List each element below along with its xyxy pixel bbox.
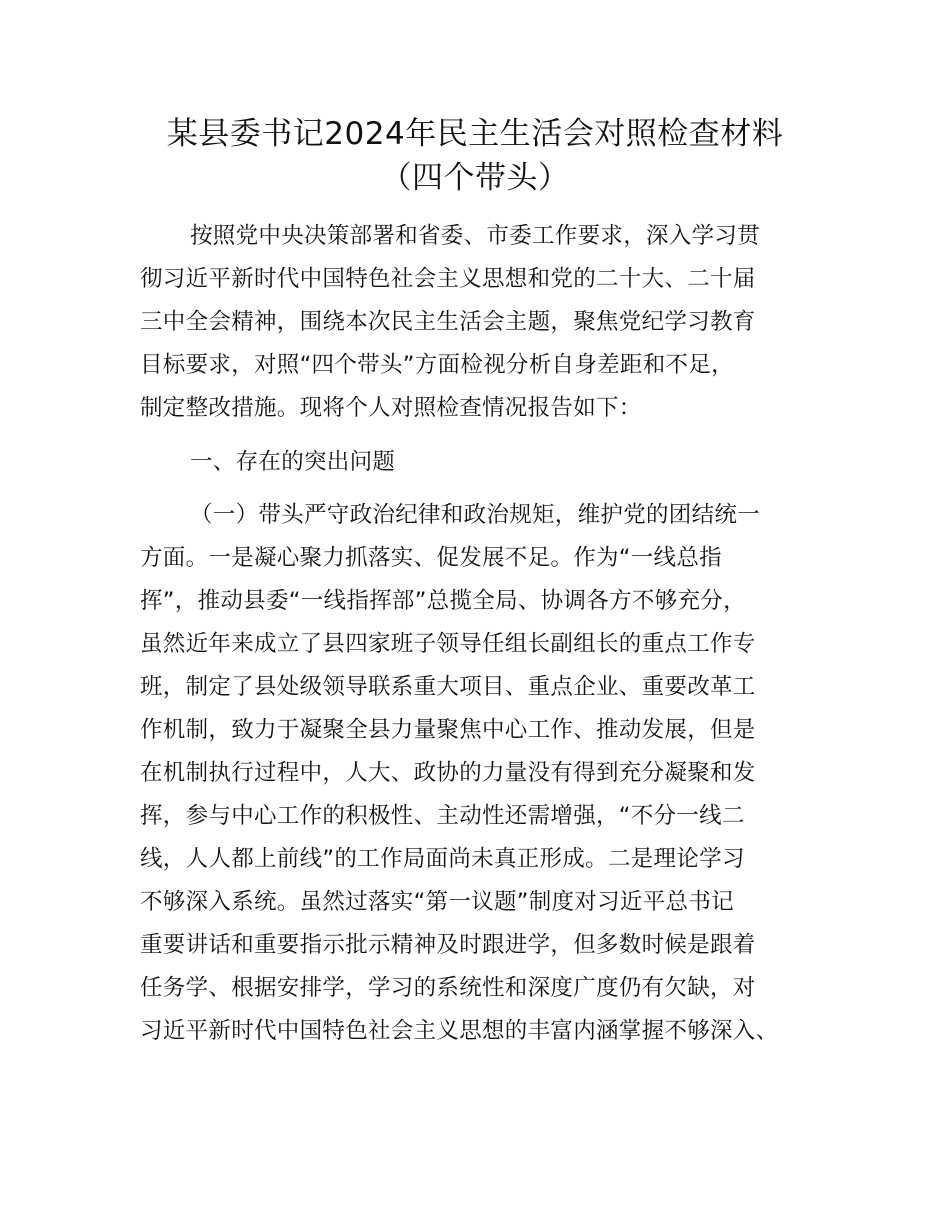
- body-paragraph-line: 虽然近年来成立了县四家班子领导任组长副组长的重点工作专: [140, 631, 756, 657]
- body-paragraph-line: 班，制定了县处级领导联系重大项目、重点企业、重要改革工: [140, 674, 756, 700]
- body-paragraph-line: 不够深入系统。虽然过落实“第一议题”制度对习近平总书记: [140, 889, 734, 915]
- section-heading: 一、存在的突出问题: [190, 449, 396, 475]
- body-paragraph-line: 挥，参与中心工作的积极性、主动性还需增强，“不分一线二: [140, 803, 745, 829]
- intro-paragraph-line: 目标要求，对照“四个带头”方面检视分析自身差距和不足，: [140, 352, 734, 378]
- body-paragraph-line: 挥”，推动县委“一线指挥部”总揽全局、协调各方不够充分，: [140, 588, 746, 614]
- intro-paragraph-line: 制定整改措施。现将个人对照检查情况报告如下：: [140, 395, 642, 421]
- intro-paragraph-line: 三中全会精神，围绕本次民主生活会主题，聚焦党纪学习教育: [140, 309, 756, 335]
- body-paragraph-line: 作机制，致力于凝聚全县力量聚焦中心工作、推动发展，但是: [140, 717, 756, 743]
- body-paragraph-line: 线，人人都上前线”的工作局面尚未真正形成。二是理论学习: [140, 846, 745, 872]
- document-title: 某县委书记2024年民主生活会对照检查材料: [166, 116, 784, 152]
- body-paragraph-line: 重要讲话和重要指示批示精神及时跟进学，但多数时候是跟着: [140, 932, 756, 958]
- body-paragraph-line: 方面。一是凝心聚力抓落实、促发展不足。作为“一线总指: [140, 545, 722, 571]
- body-paragraph-line: 习近平新时代中国特色社会主义思想的丰富内涵掌握不够深入、: [140, 1018, 779, 1044]
- intro-paragraph-line: 按照党中央决策部署和省委、市委工作要求，深入学习贯: [190, 223, 761, 249]
- body-paragraph-line: 任务学、根据安排学，学习的系统性和深度广度仍有欠缺，对: [140, 975, 756, 1001]
- body-paragraph-line: 在机制执行过程中，人大、政协的力量没有得到充分凝聚和发: [140, 760, 756, 786]
- document-subtitle: （四个带头）: [380, 160, 570, 196]
- body-paragraph-line: （一）带头严守政治纪律和政治规矩，维护党的团结统一: [190, 502, 761, 528]
- intro-paragraph-line: 彻习近平新时代中国特色社会主义思想和党的二十大、二十届: [140, 266, 756, 292]
